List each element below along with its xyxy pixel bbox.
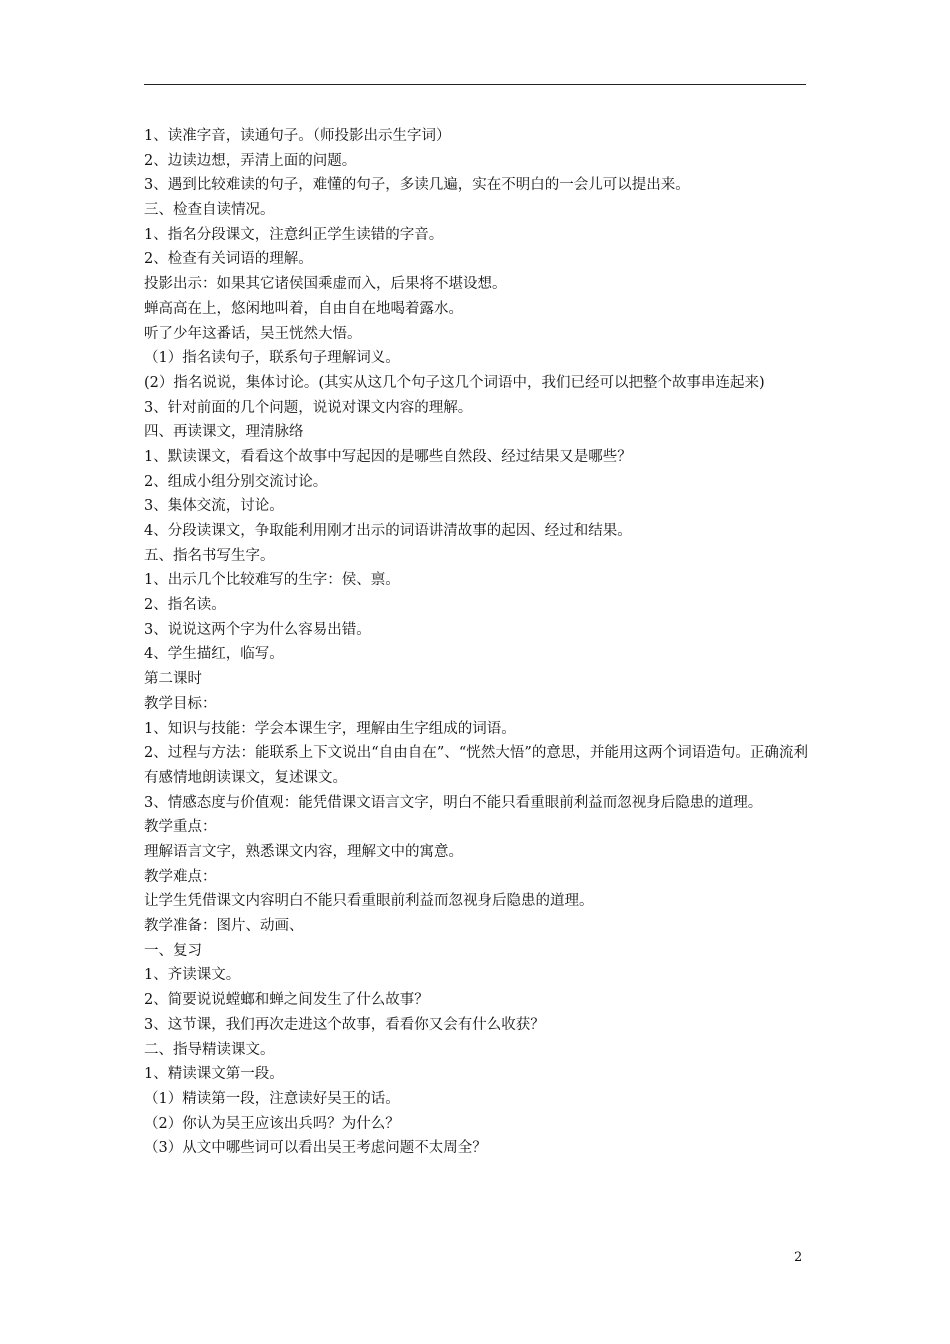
text-line: 3、说说这两个字为什么容易出错。 (144, 621, 371, 638)
text-line: 1、知识与技能：学会本课生字，理解由生字组成的词语。 (144, 720, 516, 737)
text-line: 让学生凭借课文内容明白不能只看重眼前利益而忽视身后隐患的道理。 (144, 893, 594, 910)
text-line: （3）从文中哪些词可以看出吴王考虑问题不太周全？ (144, 1140, 487, 1157)
text-line: 投影出示：如果其它诸侯国乘虚而入，后果将不堪设想。 (144, 276, 507, 293)
text-line: 2、指名读。 (144, 597, 226, 614)
section-heading: 四、再读课文，理清脉络 (144, 424, 304, 441)
text-line: （2）你认为吴王应该出兵吗？为什么？ (144, 1115, 400, 1132)
text-line: 教学重点： (144, 819, 217, 836)
section-heading: 第二课时 (144, 671, 202, 688)
text-line: 教学难点： (144, 868, 217, 885)
text-paragraph: (2）指名说说，集体讨论。(其实从这几个句子这几个词语中，我们已经可以把整个故事串连起来) (144, 374, 765, 391)
section-heading: 三、检查自读情况。 (144, 202, 275, 219)
text-line: （1）指名读句子，联系句子理解词义。 (144, 350, 400, 367)
text-line: 1、出示几个比较难写的生字：侯、禀。 (144, 572, 400, 589)
text-paragraph: 3、情感态度与价值观：能凭借课文语言文字，明白不能只看重眼前利益而忽视身后隐患的道理。 (144, 794, 763, 811)
text-line: 2、检查有关词语的理解。 (144, 251, 313, 268)
text-paragraph: 2、过程与方法：能联系上下文说出“自由自在”、“恍然大悟”的意思，并能用这两个词语造句。正确流利有感情地朗读课文，复述课文。 (144, 745, 808, 786)
page-number: 2 (794, 1250, 803, 1265)
text-line: 教学准备：图片、动画、 (144, 918, 304, 935)
text-line: 3、这节课，我们再次走进这个故事，看看你又会有什么收获？ (144, 1016, 545, 1033)
section-heading: 五、指名书写生字。 (144, 547, 275, 564)
text-line: 2、简要说说螳螂和蝉之间发生了什么故事？ (144, 992, 429, 1009)
text-line: 4、分段读课文，争取能利用刚才出示的词语讲清故事的起因、经过和结果。 (144, 523, 632, 540)
text-line: 蝉高高在上，悠闲地叫着，自由自在地喝着露水。 (144, 300, 463, 317)
text-line: 2、组成小组分别交流讨论。 (144, 473, 328, 490)
header-rule (144, 84, 806, 85)
text-line: 1、读准字音，读通句子。（师投影出示生字词） (144, 128, 451, 144)
text-line: 3、集体交流，讨论。 (144, 498, 284, 515)
text-line: 4、学生描红，临写。 (144, 646, 284, 663)
text-line: 2、边读边想，弄清上面的问题。 (144, 152, 357, 169)
text-line: 理解语言文字，熟悉课文内容，理解文中的寓意。 (144, 844, 463, 860)
text-line: 听了少年这番话，吴王恍然大悟。 (144, 325, 362, 342)
text-line: （1）精读第一段，注意读好吴王的话。 (144, 1090, 400, 1107)
section-heading: 二、指导精读课文。 (144, 1041, 275, 1058)
section-heading: 一、复习 (144, 942, 202, 959)
text-line: 1、指名分段课文，注意纠正学生读错的字音。 (144, 226, 444, 243)
text-line: 1、精读课文第一段。 (144, 1066, 284, 1083)
text-line: 1、齐读课文。 (144, 967, 241, 984)
document-body (144, 124, 808, 1161)
text-line: 3、遇到比较难读的句子，难懂的句子，多读几遍，实在不明白的一会儿可以提出来。 (144, 177, 690, 194)
text-line: 3、针对前面的几个问题，说说对课文内容的理解。 (144, 399, 473, 416)
text-line: 1、默读课文，看看这个故事中写起因的是哪些自然段、经过结果又是哪些？ (144, 448, 632, 465)
text-line: 教学目标： (144, 695, 217, 712)
